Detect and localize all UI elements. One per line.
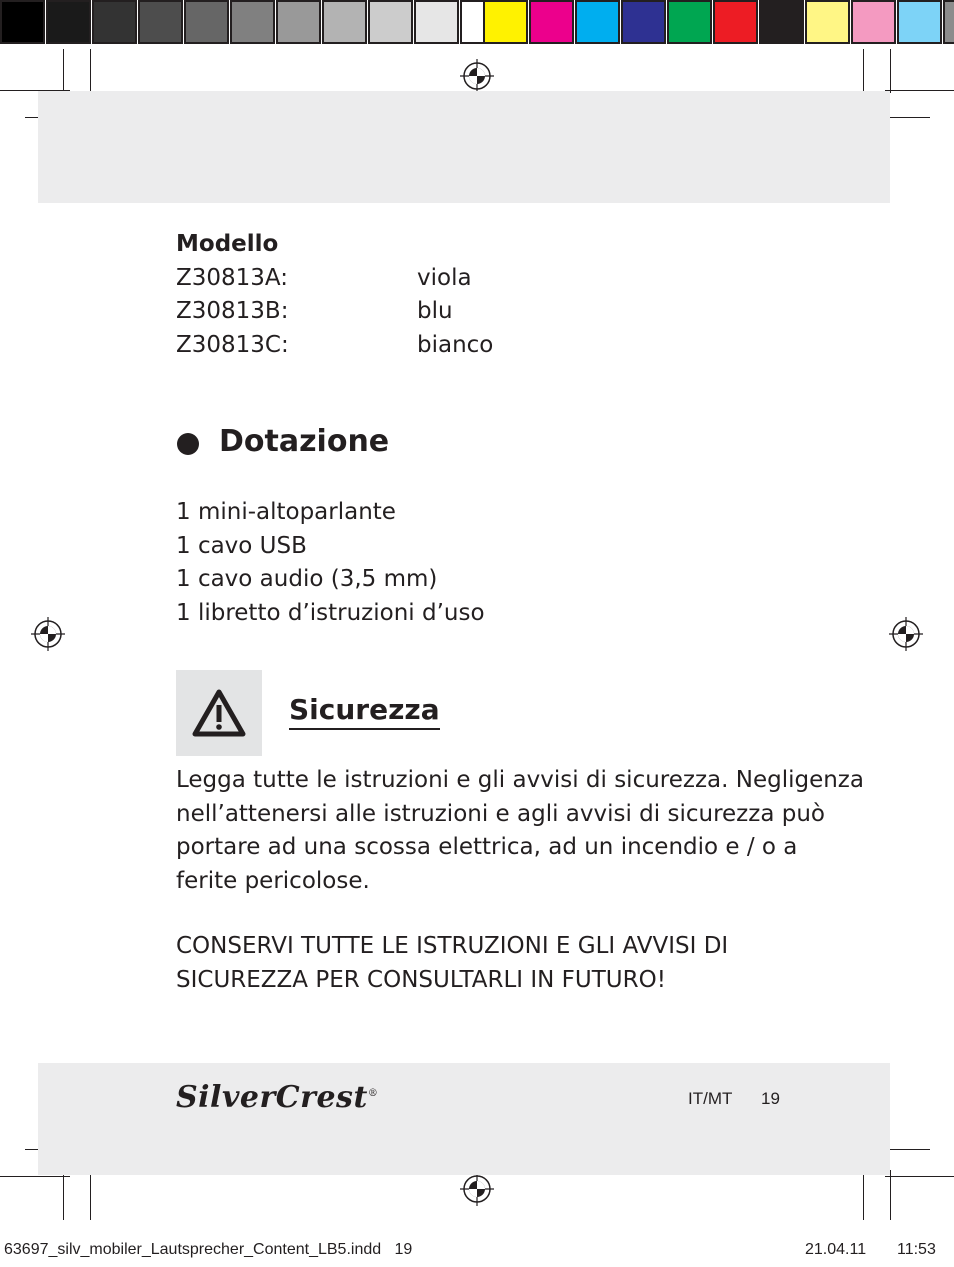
gray-swatch: [368, 0, 413, 44]
warning-box: [176, 670, 262, 756]
paragraph-line: ferite pericolose.: [176, 867, 370, 894]
gray-swatch: [184, 0, 229, 44]
grayscale-color-bar: [0, 0, 506, 46]
color-swatch: [943, 0, 954, 44]
model-row: [176, 262, 493, 296]
gray-swatch: [0, 0, 45, 44]
header-band: [38, 91, 890, 203]
paragraph-line: nell’attenersi alle istruzioni e agli avvisi di sicurezza può: [176, 800, 825, 827]
crop-mark: [0, 1176, 70, 1177]
registered-mark: ®: [367, 1088, 379, 1099]
registration-mark-icon: [460, 1172, 494, 1206]
crop-mark: [90, 49, 91, 93]
footer-band: [38, 1063, 890, 1175]
color-swatch: [575, 0, 620, 44]
crop-mark: [63, 1170, 64, 1220]
registration-mark-icon: [31, 617, 65, 651]
crop-mark: [863, 49, 864, 93]
safety-notice: [176, 930, 728, 997]
brand-name: SilverCrest: [176, 1080, 368, 1115]
crop-mark: [885, 1176, 954, 1177]
model-row: [176, 295, 493, 329]
crop-mark: [890, 1170, 891, 1220]
slug-file: 63697_silv_mobiler_Lautsprecher_Content_LB5.indd 19: [4, 1241, 413, 1258]
crop-mark: [90, 1170, 91, 1220]
notice-line: SICUREZZA PER CONSULTARLI IN FUTURO!: [176, 966, 666, 993]
list-item: 1 cavo audio (3,5 mm): [176, 566, 438, 592]
color-swatch: [851, 0, 896, 44]
contents-list: [176, 496, 485, 630]
color-swatch: [483, 0, 528, 44]
gray-swatch: [276, 0, 321, 44]
model-color: blu: [417, 298, 453, 324]
safety-paragraph: [176, 764, 864, 898]
model-code: Z30813B:: [176, 298, 289, 324]
list-item: 1 cavo USB: [176, 532, 307, 559]
color-swatch: [805, 0, 850, 44]
color-swatch: [897, 0, 942, 44]
paragraph-line: portare ad una scossa elettrica, ad un incendio e / o a: [176, 834, 798, 860]
crop-mark: [885, 117, 930, 118]
color-swatch: [759, 0, 804, 44]
process-color-bar: [483, 0, 954, 46]
color-swatch: [667, 0, 712, 44]
warning-triangle-icon: [176, 670, 262, 756]
crop-mark: [885, 90, 954, 91]
crop-mark: [885, 1149, 930, 1150]
slug-date: 21.04.11: [805, 1241, 867, 1258]
model-color: viola: [417, 264, 472, 291]
paragraph-line: Legga tutte le istruzioni e gli avvisi di sicurezza. Negligenza: [176, 767, 864, 793]
color-swatch: [529, 0, 574, 44]
crop-mark: [863, 1170, 864, 1220]
model-code: Z30813C:: [176, 331, 289, 358]
page-number: 19: [761, 1089, 780, 1108]
gray-swatch: [46, 0, 91, 44]
brand-logo: [176, 1080, 378, 1115]
list-item: 1 mini-altoparlante: [176, 499, 396, 525]
crop-mark: [63, 49, 64, 93]
section-bullet-icon: [177, 433, 199, 455]
contents-heading: Dotazione: [219, 424, 390, 459]
model-color: bianco: [417, 331, 494, 358]
gray-swatch: [230, 0, 275, 44]
models-heading: Modello: [176, 231, 279, 257]
notice-line: CONSERVI TUTTE LE ISTRUZIONI E GLI AVVISI DI: [176, 933, 729, 959]
models-section: [176, 228, 493, 362]
crop-mark: [890, 49, 891, 93]
gray-swatch: [414, 0, 459, 44]
safety-heading: Sicurezza: [289, 693, 440, 730]
model-row: [176, 329, 493, 363]
models-list: [176, 262, 493, 363]
registration-mark-icon: [889, 617, 923, 651]
gray-swatch: [322, 0, 367, 44]
gray-swatch: [92, 0, 137, 44]
registration-mark-icon: [460, 59, 494, 93]
page-locale: IT/MT: [688, 1089, 733, 1108]
list-item: 1 libretto d’istruzioni d’uso: [176, 599, 485, 626]
color-swatch: [621, 0, 666, 44]
color-swatch: [713, 0, 758, 44]
slug-time: 11:53: [897, 1241, 936, 1258]
gray-swatch: [138, 0, 183, 44]
model-code: Z30813A:: [176, 264, 289, 291]
